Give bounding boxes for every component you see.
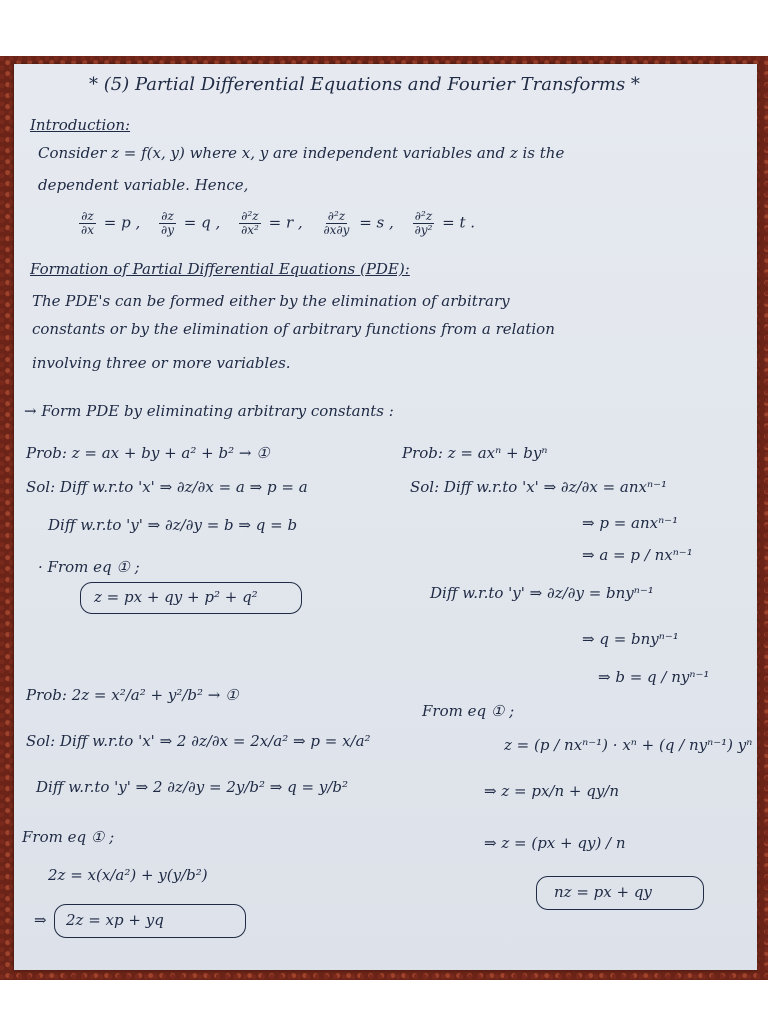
prob2-line-b: ⇒ b = q / nyⁿ⁻¹ bbox=[598, 668, 710, 686]
prob1-statement: Prob: z = ax + by + a² + b² → ① bbox=[26, 444, 270, 462]
p-fraction: $\frac{\partial z}{\partial x}$ bbox=[81, 209, 94, 237]
prob3-solution-y: Diff w.r.to 'y' ⇒ 2 ∂z/∂y = 2y/b² ⇒ q = y/b² bbox=[36, 778, 348, 796]
prob2-line-p: ⇒ p = anxⁿ⁻¹ bbox=[582, 514, 679, 532]
t-value: = t . bbox=[442, 213, 476, 232]
r-fraction: $\frac{\text{∂²z}}{\text{∂x²}}$ bbox=[241, 209, 259, 237]
prob1-solution-x: Sol: Diff w.r.to 'x' ⇒ ∂z/∂x = a ⇒ p = a bbox=[26, 478, 308, 496]
notebook-page bbox=[14, 64, 757, 970]
section-heading: → Form PDE by eliminating arbitrary constants : bbox=[24, 402, 394, 420]
prob2-from-eq: From eq ① ; bbox=[422, 702, 515, 720]
prob3-from-eq: From eq ① ; bbox=[22, 828, 115, 846]
s-value: = s , bbox=[359, 213, 394, 232]
prob2-line-q: ⇒ q = bnyⁿ⁻¹ bbox=[582, 630, 679, 648]
prob2-statement: Prob: z = axⁿ + byⁿ bbox=[402, 444, 548, 462]
prob2-substitution: z = (p / nxⁿ⁻¹) · xⁿ + (q / nyⁿ⁻¹) yⁿ bbox=[504, 736, 753, 754]
t-fraction: $\frac{\text{∂²z}}{\text{∂y²}}$ bbox=[414, 209, 433, 237]
intro-line-2: dependent variable. Hence, bbox=[38, 176, 249, 194]
formation-heading: Formation of Partial Differential Equations (PDE): bbox=[30, 260, 410, 278]
r-value: = r , bbox=[268, 213, 303, 232]
prob2-simplified: ⇒ z = px/n + qy/n bbox=[484, 782, 620, 800]
formation-line-2: constants or by the elimination of arbitrary functions from a relation bbox=[32, 320, 555, 338]
prob3-substitution: 2z = x(x/a²) + y(y/b²) bbox=[48, 866, 208, 884]
prob1-from-eq: · From eq ① ; bbox=[38, 558, 140, 576]
formation-line-3: involving three or more variables. bbox=[32, 354, 291, 372]
p-value: = p , bbox=[103, 213, 141, 232]
prob3-statement: Prob: 2z = x²/a² + y²/b² → ① bbox=[26, 686, 239, 704]
prob2-solution-y: Diff w.r.to 'y' ⇒ ∂z/∂y = bnyⁿ⁻¹ bbox=[430, 584, 654, 602]
prob2-solution-x: Sol: Diff w.r.to 'x' ⇒ ∂z/∂x = anxⁿ⁻¹ bbox=[410, 478, 668, 496]
q-value: = q , bbox=[183, 213, 221, 232]
prob2-combined: ⇒ z = (px + qy) / n bbox=[484, 834, 626, 852]
prob3-arrow: ⇒ bbox=[34, 911, 47, 929]
prob3-answer: 2z = xp + yq bbox=[66, 911, 164, 929]
prob1-answer: z = px + qy + p² + q² bbox=[94, 588, 258, 606]
page-title: * (5) Partial Differential Equations and Fourier Transforms * bbox=[89, 74, 640, 95]
notation-row bbox=[76, 210, 475, 237]
intro-heading: Introduction: bbox=[30, 116, 131, 134]
prob2-answer: nz = px + qy bbox=[554, 883, 652, 901]
s-fraction: $\frac{\text{∂²z}}{\partial x\partial y}$ bbox=[323, 209, 350, 237]
formation-line-1: The PDE's can be formed either by the elimination of arbitrary bbox=[32, 292, 510, 310]
prob1-solution-y: Diff w.r.to 'y' ⇒ ∂z/∂y = b ⇒ q = b bbox=[48, 516, 298, 534]
q-fraction: $\frac{\partial z}{\partial y}$ bbox=[161, 209, 175, 237]
intro-line-1: Consider z = f(x, y) where x, y are independent variables and z is the bbox=[38, 144, 565, 162]
prob3-solution-x: Sol: Diff w.r.to 'x' ⇒ 2 ∂z/∂x = 2x/a² ⇒ p = x/a² bbox=[26, 732, 371, 750]
prob2-line-a: ⇒ a = p / nxⁿ⁻¹ bbox=[582, 546, 693, 564]
